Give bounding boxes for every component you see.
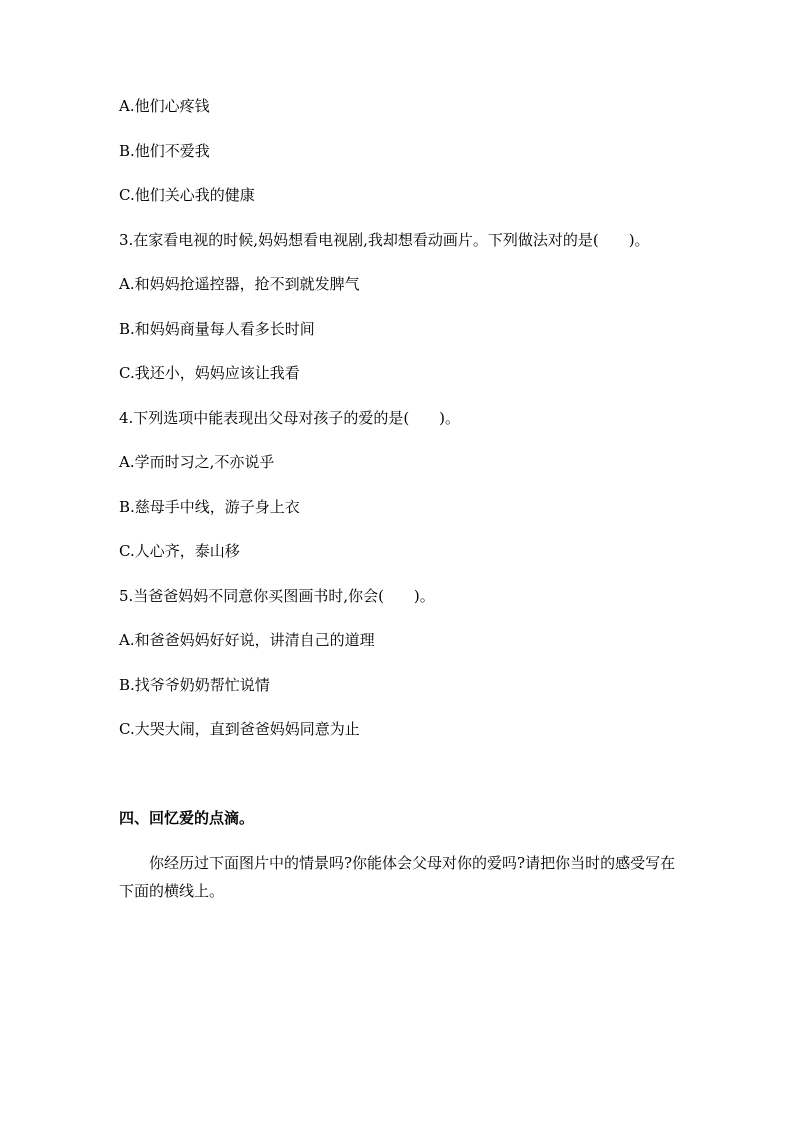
- q4-stem: 4.下列选项中能表现出父母对孩子的爱的是( )。: [119, 409, 461, 427]
- q3-option-c: C.我还小，妈妈应该让我看: [119, 364, 300, 382]
- section4-paragraph: 你经历过下面图片中的情景吗?你能体会父母对你的爱吗?请把你当时的感受写在下面的横线上。: [119, 854, 676, 900]
- q5-option-b: B.找爷爷奶奶帮忙说情: [119, 676, 270, 694]
- q2-option-b: B.他们不爱我: [119, 142, 210, 160]
- q3-option-b: B.和妈妈商量每人看多长时间: [119, 320, 315, 338]
- q2-option-c: C.他们关心我的健康: [119, 186, 255, 204]
- q4-option-b: B.慈母手中线，游子身上衣: [119, 498, 300, 516]
- q3-option-a: A.和妈妈抢遥控器，抢不到就发脾气: [119, 275, 360, 293]
- q5-option-a: A.和爸爸妈妈好好说，讲清自己的道理: [119, 631, 375, 649]
- q4-option-a: A.学而时习之,不亦说乎: [119, 453, 275, 471]
- q5-option-c: C.大哭大闹，直到爸爸妈妈同意为止: [119, 720, 360, 738]
- q2-option-a: A.他们心疼钱: [119, 97, 210, 115]
- section4-heading: 四、回忆爱的点滴。: [119, 809, 255, 827]
- q5-stem: 5.当爸爸妈妈不同意你买图画书时,你会( )。: [119, 587, 435, 605]
- q3-stem: 3.在家看电视的时候,妈妈想看电视剧,我却想看动画片。下列做法对的是( )。: [119, 231, 650, 249]
- q4-option-c: C.人心齐，泰山移: [119, 542, 240, 560]
